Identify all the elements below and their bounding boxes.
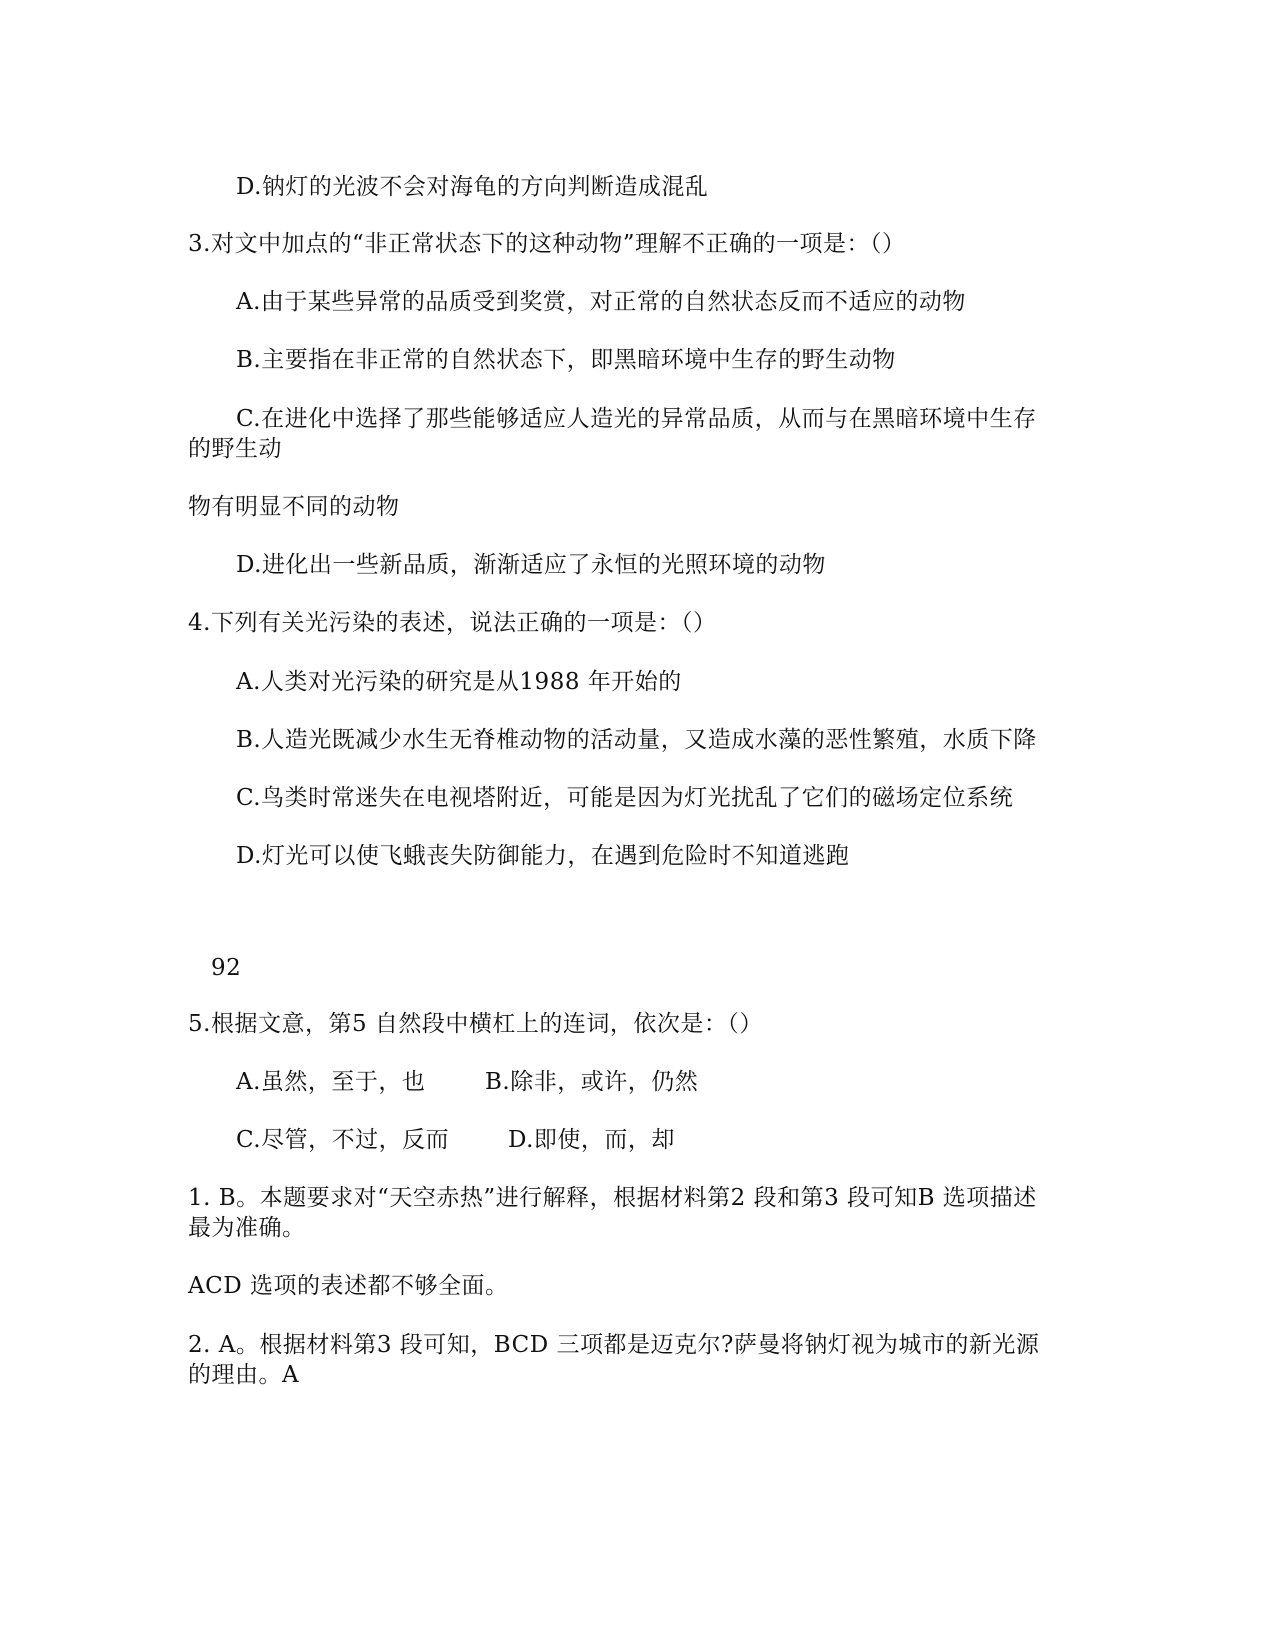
q3-option-d: D.进化出一些新品质，渐渐适应了永恒的光照环境的动物	[236, 552, 826, 578]
q3-option-b: B.主要指在非正常的自然状态下，即黑暗环境中生存的野生动物	[236, 347, 896, 373]
q5-option-a: A.虽然，至于，也	[236, 1069, 426, 1095]
q2-option-d: D.钠灯的光波不会对海龟的方向判断造成混乱	[236, 174, 709, 200]
answer-1-line2: 最为准确。	[188, 1215, 306, 1241]
answer-1-line1: 1. B。本题要求对“天空赤热”进行解释，根据材料第2 段和第3 段可知B 选项描述	[188, 1185, 1037, 1211]
answer-1-line3: ACD 选项的表述都不够全面。	[188, 1273, 509, 1299]
answer-2-line1: 2. A。根据材料第3 段可知，BCD 三项都是迈克尔?萨曼将钠灯视为城市的新光源	[188, 1332, 1040, 1358]
q4-option-b: B.人造光既减少水生无脊椎动物的活动量，又造成水藻的恶性繁殖，水质下降	[236, 727, 1037, 753]
q3-stem: 3.对文中加点的“非正常状态下的这种动物”理解不正确的一项是：（）	[188, 231, 906, 257]
q3-option-a: A.由于某些异常的品质受到奖赏，对正常的自然状态反而不适应的动物	[236, 289, 966, 315]
q3-option-c-line1: C.在进化中选择了那些能够适应人造光的异常品质，从而与在黑暗环境中生存	[236, 406, 1037, 432]
q5-option-d: D.即使，而，却	[508, 1127, 675, 1153]
q3-option-c-line3: 物有明显不同的动物	[188, 494, 400, 520]
q4-option-d: D.灯光可以使飞蛾丧失防御能力，在遇到危险时不知道逃跑	[236, 843, 850, 869]
q3-option-c-line2: 的野生动	[188, 436, 282, 462]
q5-stem: 5.根据文意，第5 自然段中横杠上的连词，依次是：（）	[188, 1011, 763, 1037]
q5-option-b: B.除非，或许，仍然	[485, 1069, 699, 1095]
answer-2-line2: 的理由。A	[188, 1362, 300, 1388]
q4-option-a: A.人类对光污染的研究是从1988 年开始的	[236, 669, 682, 695]
q5-option-c: C.尽管，不过，反而	[236, 1127, 450, 1153]
q4-option-c: C.鸟类时常迷失在电视塔附近，可能是因为灯光扰乱了它们的磁场定位系统	[236, 785, 1014, 811]
q4-stem: 4.下列有关光污染的表述，说法正确的一项是：（）	[188, 610, 717, 636]
page-number: 92	[211, 955, 242, 981]
